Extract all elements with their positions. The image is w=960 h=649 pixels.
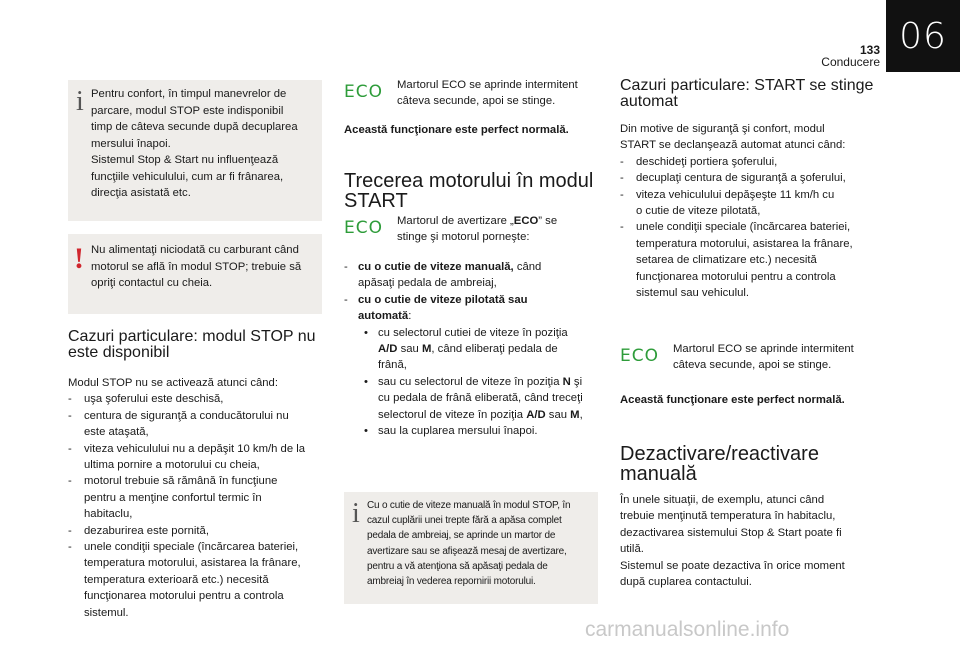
list-item: - unele condiţii speciale (încărcarea bateriei, temperatura motorului, asistarea la frânare, temperatura exterioară etc.) necesită funcţionarea motorului pentru a controla sistemul. [68,541,301,619]
warning-line: motorul se află în modul STOP; trebuie să [91,260,302,273]
title-line: automat [620,93,678,110]
eco-top-text [397,77,607,110]
list-item: - viteza vehiculului depăşeşte 11 km/h cu o cutie de viteze pilotată, [620,188,835,218]
sub-list-item: • cu selectorul cutiei de viteze în poziţia A/D sau M, când eliberaţi pedala de frână, [364,326,568,372]
auto-start-body [620,121,886,301]
eco-icon: ECO [344,82,383,102]
list-item: - dezaburirea este pornită, [68,524,209,537]
info-line: parcare, modul STOP este indisponibil [91,104,284,117]
intro-text: Modul STOP nu se activează atunci când: [68,377,278,389]
note-box [344,492,598,604]
eco-line: câteva secunde, apoi se stinge. [673,359,832,372]
manual-title [620,444,819,484]
auto-start-title [620,78,890,110]
title-line: Dezactivare/reactivare [620,443,819,465]
title-line: Trecerea motorului în modul [344,170,594,192]
note-line: pedala de ambreiaj, se aprinde un martor de [367,530,556,542]
title-line: este disponibil [68,344,170,361]
note-line: Cu o cutie de viteze manuală în modul STOP, în [367,500,571,511]
section-name: Conducere [821,55,880,69]
info-icon: i [76,86,84,117]
eco-icon: ECO [620,346,659,366]
manual-body [620,492,886,590]
info-line: funcţiile vehiculului, cum ar fi frânarea, [91,170,284,183]
warning-box [68,234,322,314]
list-item: - decuplaţi centura de siguranţă a şoferului, [620,172,846,185]
start-conditions [344,259,600,439]
page-number: 133 [859,43,880,57]
warning-line: opriţi contactul cu cheia. [91,277,213,289]
manual-line: trebuie menţinută temperatura în habitaclu, [620,510,836,523]
start-section-title [344,171,593,211]
title-line: manuală [620,463,697,485]
info-line: direcţia asistată etc. [91,187,191,199]
info-line: timp de câteva secunde după decuplarea [91,121,298,133]
chapter-tab: 06 [886,0,960,72]
manual-line: Sistemul se poate dezactiva în orice moment [620,559,845,572]
title-line: Cazuri particulare: modul STOP nu [68,328,316,345]
list-item: - viteza vehiculului nu a depăşit 10 km/h de la ultima pornire a motorului cu cheia, [68,442,306,472]
list-item: - motorul trebuie să rămână în funcţiune pentru a menţine confortul termic în habitaclu, [68,475,278,521]
normal-operation-note: Această funcţionare este perfect normală. [344,124,569,136]
info-line: Sistemul Stop & Start nu influenţează [91,154,279,166]
title-line: START [344,190,408,212]
list-item: - uşa şoferului este deschisă, [68,393,224,406]
stop-unavailable-section [68,329,326,621]
info-box [68,80,322,221]
eco-line: Martorul ECO se aprinde intermitent [673,343,854,355]
warning-icon: ! [74,242,84,275]
list-item: - cu o cutie de viteze manuală, când apăsaţi pedala de ambreiaj, [344,261,542,290]
watermark: carmanualsonline.info [585,618,790,641]
info-box-text [91,86,319,202]
manual-line: utilă. [620,543,644,556]
note-line: pentru a vă atenţiona să apăsaţi pedala de [367,560,548,572]
info-icon: i [352,498,360,529]
note-box-text [367,498,597,589]
normal-operation-note: Această funcţionare este perfect normală. [620,394,845,406]
eco-start-text: Martorul de avertizare „ECO” se stinge şi motorul porneşte: [397,215,558,244]
eco-icon: ECO [344,218,383,238]
sub-list-item: • sau la cuplarea mersului înapoi. [364,425,538,438]
warning-box-text [91,242,319,292]
list-item: - unele condiţii speciale (încărcarea bateriei, temperatura motorului, asistarea la frânare, setarea de climatizare etc.) necesită funcţionarea motorului pentru a controla sistemul sau vehiculul. [620,221,853,300]
note-line: cazul cuplării unei trepte fără a apăsa complet [367,515,562,527]
section-title [68,329,326,361]
page-header [821,44,880,68]
section-body [68,375,326,621]
manual-line: dezactivarea sistemului Stop & Start poate fi [620,526,842,539]
title-line: Cazuri particulare: START se stinge [620,77,874,94]
intro-line: Din motive de siguranţă şi confort, modul [620,123,825,135]
list-item: - deschideţi portiera şoferului, [620,155,778,168]
intro-line: START se declanşează automat atunci când: [620,139,846,152]
info-line: mersului înapoi. [91,137,171,150]
list-item: - centura de siguranţă a conducătorului nu este ataşată, [68,409,289,439]
eco-right-text [673,341,883,374]
warning-line: Nu alimentaţi niciodată cu carburant când [91,244,299,256]
info-line: Pentru confort, în timpul manevrelor de [91,88,287,100]
note-line: avertizare sau se afişează mesaj de avertizare, [367,545,567,557]
sub-list-item: • sau cu selectorul de viteze în poziţia N şi cu pedala de frână eliberată, când treceţi selectorul de viteze în poziţia A/D sau M, [364,375,583,421]
list-item: - cu o cutie de viteze pilotată sau automată: [344,293,528,323]
note-line: ambreiaj în vederea repornirii motorului. [367,576,536,588]
eco-line: câteva secunde, apoi se stinge. [397,95,556,108]
manual-line: În unele situaţii, de exemplu, atunci când [620,494,825,506]
eco-line: Martorul ECO se aprinde intermitent [397,79,578,91]
manual-line: după cuplarea contactului. [620,576,752,589]
